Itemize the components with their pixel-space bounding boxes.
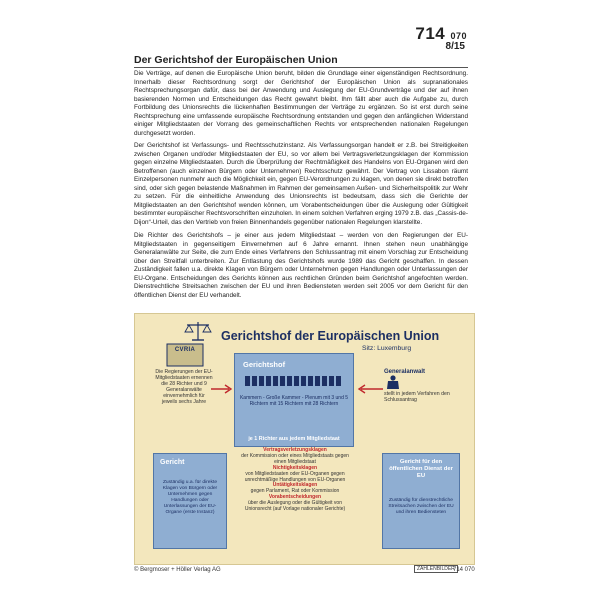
court-of-justice-box — [234, 353, 354, 447]
publisher-logo: ZAHLENBILDER — [414, 565, 458, 573]
scales-icon — [183, 320, 213, 342]
procedure-label: Untätigkeitsklagen — [272, 482, 318, 489]
advocate-title: Generalanwalt — [384, 369, 426, 375]
advocate-general-box — [384, 369, 454, 403]
court-diagram — [134, 313, 475, 565]
page-title: Der Gerichtshof der Europäischen Union — [134, 54, 338, 66]
sheet-number-main: 714 — [415, 24, 446, 43]
procedure-text: von Mitgliedstaaten oder EU-Organen gegen unrechtmäßige Handlungen von EU-Organen — [244, 470, 346, 483]
diagram-seat: Sitz: Luxemburg — [362, 345, 412, 352]
copyright: © Bergmoser + Höller Verlag AG — [134, 567, 221, 573]
court-footer: je 1 Richter aus jedem Mitgliedstaat — [248, 436, 340, 442]
paragraph-2: Der Gerichtshof ist Verfassungs- und Rechtsschutzinstanz. Als Verfassungsorgan handelt er z.B. bei Streitigkeiten zwischen Organen und/oder Mitgliedstaaten der EU, so vor allem bei Vertragsverletzungsklagen der Kommission gegen einzelne Mitgliedstaaten. Durch die Überprüfung der Rechtmäßigkeit des Handelns von EU-Organen wird den Betroffenen (auch einzelnen Bürgern oder Unternehmen) Rechtsschutz gewährt. Der Vertrag von Lissabon räumt Einzelpersonen nunmehr auch die Möglichkeit ein, gegen EU-Verordnungen zu klagen, von denen sie direkt betroffen sind, oder sich gegen belastende Maßnahmen im Rahmen der gemeinsamen Außen- und Sicherheitspolitik zur Wehr zu setzen. Für die einheitliche Anwendung des Unionsrechts ist bedeutsam, dass sich die Gerichte der Mitgliedstaaten an den Gerichtshof wenden können, um Vorabentscheidungen über die Auslegung oder Gültigkeit bestimmter europäischer Rechtsvorschriften einzuholen. In einem solchen Verfahren erging 1979 z.B. das „Cassis-de-Dijon“-Urteil, das den Vertrieb von freien Binnenhandels gegenüber nationalen Regelungen klarstellte. — [134, 142, 468, 226]
advocate-figure-icon — [384, 375, 402, 389]
judges-icon — [245, 374, 343, 388]
footer-number: 714 070 — [453, 567, 475, 573]
arrow-right-icon — [211, 384, 235, 394]
sheet-number-suffix: 070 — [450, 31, 467, 41]
court-chambers: Kammern - Große Kammer - Plenum mit 3 und 5 Richtern mit 15 Richtern mit 28 Richtern — [239, 395, 349, 407]
general-court-title: Gericht — [160, 459, 185, 466]
civil-service-body: Zuständig für dienstrechtliche Streitsachen zwischen der EU und ihren Bediensteten — [388, 498, 454, 515]
curia-logo — [165, 340, 205, 370]
procedure-text: gegen Parlament, Rat oder Kommission — [250, 488, 340, 495]
civil-service-tribunal-box — [382, 453, 460, 549]
governments-text: Die Regierungen der EU-Mitgliedstaaten ernennen die 28 Richter und 9 Generalanwälte einvernehmlich für jeweils sechs Jahre — [155, 369, 213, 405]
civil-service-title: Gericht für den öffentlichen Dienst der EU — [389, 459, 453, 479]
arrow-left-icon — [353, 384, 383, 394]
curia-logo-shape — [165, 340, 205, 370]
procedure-label: Vertragsverletzungsklagen — [263, 447, 327, 453]
general-court-box — [153, 453, 227, 549]
procedure-label: Vorabentscheidungen — [268, 494, 322, 501]
title-rule — [134, 67, 468, 68]
procedures-list — [235, 448, 355, 513]
procedure-text: der Kommission oder eines Mitgliedstaats gegen einen Mitgliedstaat — [241, 452, 349, 465]
issue-number: 8/15 — [445, 41, 465, 52]
paragraph-1: Die Verträge, auf denen die Europäische Union beruht, bilden die Grundlage einer eigenständigen Rechtsordnung. Innerhalb dieser Rechtsordnung sorgt der Gerichtshof der Europäischen Union als supranationales Rechtsprechungsorgan dafür, dass bei der Anwendung und Auslegung der EU-Grundverträge und der auf ihnen basierenden Normen und Entscheidungen das Recht gewahrt bleibt. Ihm fällt aber auch die Aufgabe zu, durch Fortbildung des Unionsrechts die lückenhaften Bestimmungen der Verträge zu ergänzen. So ist erst durch seine Rechtsprechung eine umfassende europäische Rechtsordnung entstanden und gegen den anfänglichen Widerstand einiger Mitgliedstaaten der Vorrang des gemeinschaftlichen Rechts vor entsprechenden nationalen Regelungen durchgesetzt worden. — [134, 70, 468, 137]
paragraph-3: Die Richter des Gerichtshofs – je einer aus jedem Mitgliedstaat – werden von den Regierungen der EU-Mitgliedstaaten in gegenseitigem Einvernehmen auf 6 Jahre ernannt. Ihnen stehen neun unabhängige Generalanwälte zur Seite, die zum Ende eines Verfahrens den Schlussantrag mit einem Vorschlag zur Entscheidung über den Streitfall unterbreiten. Zur Entlastung des Gerichtshofs wurde 1989 das Gericht geschaffen. In dessen Zuständigkeit fallen u.a. direkte Klagen von Bürgern oder Unternehmen gegen Handlungen oder Unterlassungen der EU-Organe. Entscheidungen des Gerichts können aus rechtlichen Gründen beim Gerichtshof angefochten werden. Dienstrechtliche Streitsachen zwischen der EU und ihren Bediensteten werden seit 2005 vor dem Gericht für den öffentlichen Dienst der EU verhandelt. — [134, 232, 468, 299]
procedure-label: Nichtigkeitsklagen — [272, 464, 318, 471]
procedure-text: über die Auslegung oder die Gültigkeit von Unionsrecht (auf Vorlage nationaler Gerichte) — [244, 500, 346, 513]
diagram-title: Gerichtshof der Europäischen Union — [221, 329, 440, 343]
court-title: Gerichtshof — [243, 360, 286, 369]
curia-logo-text: CVRIA — [174, 347, 196, 353]
advocate-body: stellt in jedem Verfahren den Schlussantrag — [384, 391, 450, 403]
general-court-body: Zuständig u.a. für direkte Klagen von Bürgern oder Unternehmen gegen Handlungen oder Unterlassungen der EU-Organe (erste Instanz) — [162, 480, 218, 515]
